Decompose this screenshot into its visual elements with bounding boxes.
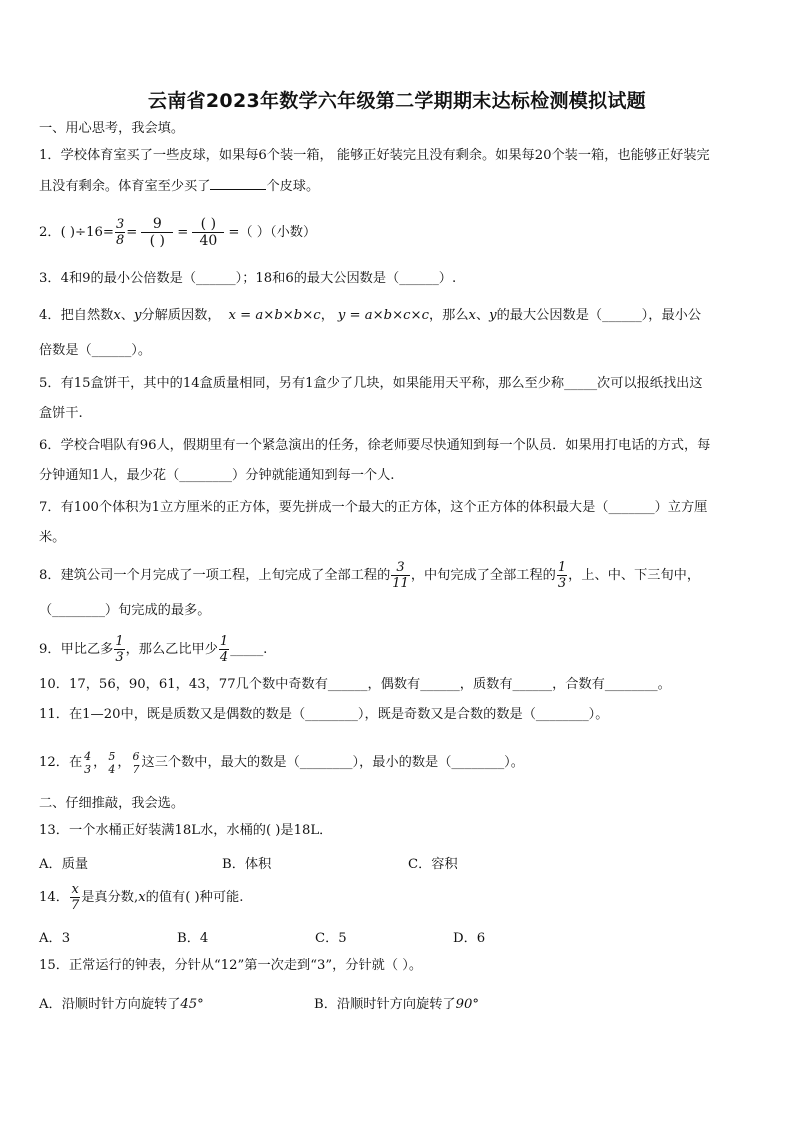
page-title: 云南省2023年数学六年级第二学期期末达标检测模拟试题 [148, 90, 646, 112]
q2-fraction-3: $\frac{( )}{40}$ [189, 217, 227, 248]
section-1-heading: 一、用心思考，我会填。 [39, 121, 185, 136]
q9-fraction-2: $\frac{1}{4}$ [219, 634, 229, 665]
q10-line: 10．17，56，90，61，43，77几个数中奇数有______，偶数有______，质数有______，合数有________。 [39, 677, 671, 692]
q1-blank[interactable] [210, 177, 266, 190]
q2-fraction-2: $\frac{9}{( )}$ [138, 217, 176, 248]
q13-option-c[interactable]: C．容积 [408, 857, 458, 872]
q12-fraction-2: 5 4 [108, 749, 116, 776]
q14-line: 14． $\frac{x}{7}$ 是真分数,x的值有( )种可能. [39, 882, 244, 913]
q15-option-a[interactable]: A．沿顺时针方向旋转了45° [39, 997, 204, 1012]
q12-fraction-1: 4 3 [84, 749, 92, 776]
q7-line-1: 7．有100个体积为1立方厘米的正方体，要先拼成一个最大的正方体，这个正方体的体积最大是（_______）立方厘 [39, 500, 708, 515]
q1-text: 且没有剩余。体育室至少买了 [39, 179, 211, 194]
q5-line-2: 盒饼干. [39, 406, 83, 421]
q3-line: 3．4和9的最小公倍数是（______）；18和6的最大公因数是（______）. [39, 271, 457, 286]
q5-line-1: 5．有15盒饼干，其中的14盒质量相同，另有1盒少了几块，如果能用天平称，那么至少称_____次可以报纸找出这 [39, 376, 703, 391]
q13-option-a[interactable]: A．质量 [39, 857, 89, 872]
q6-line-2: 分钟通知1人，最少花（________）分钟就能通知到每一个人. [39, 468, 395, 483]
q8-fraction-1: $\frac{3}{11}$ [392, 560, 409, 591]
q14-option-a[interactable]: A．3 [39, 931, 71, 946]
q2-equals-2: = [177, 225, 189, 240]
q14-option-b[interactable]: B．4 [177, 931, 209, 946]
q13-line: 13．一个水桶正好装满18L水，水桶的( )是18L． [39, 823, 333, 838]
q12-line: 12．在 4 3 ， 5 4 ， 6 7 这三个数中，最大的数是（________），最小的数是（________）。 [39, 749, 524, 776]
q15-line: 15．正常运行的钟表，分针从“12”第一次走到“3”，分针就（ ）。 [39, 958, 423, 973]
q2-fraction-1: $\frac{3}{8}$ [115, 217, 125, 248]
q8-line-1: 8．建筑公司一个月完成了一项工程，上旬完成了全部工程的 $\frac{3}{11}$ ，中旬完成了全部工程的 $\frac{1}{3}$ ，上、中、下三旬中， [39, 560, 701, 591]
q14-option-d[interactable]: D．6 [453, 931, 486, 946]
q12-fraction-3: 6 7 [132, 749, 140, 776]
q2-equals-1: = [126, 225, 138, 240]
q4-y-expression: y = a×b×c×c [337, 308, 429, 323]
q9-fraction-1: $\frac{1}{3}$ [115, 634, 124, 665]
q9-line: 9．甲比乙多 $\frac{1}{3}$ ，那么乙比甲少 $\frac{1}{4}$ _____. [39, 634, 268, 665]
q14-fraction: $\frac{x}{7}$ [70, 882, 80, 913]
q7-line-2: 米。 [39, 530, 66, 545]
q4-x-expression: x = a×b×b×c [228, 308, 321, 323]
q15-option-b[interactable]: B．沿顺时针方向旋转了90° [314, 997, 479, 1012]
section-2-heading: 二、仔细推敲，我会选。 [39, 796, 185, 811]
q8-fraction-2: $\frac{1}{3}$ [557, 560, 567, 591]
q1-text-end: 个皮球。 [266, 179, 320, 194]
q14-option-c[interactable]: C．5 [315, 931, 347, 946]
q2-end: =（ ）（小数） [228, 225, 317, 240]
q2-start: 2．( )÷16= [39, 225, 114, 240]
q1-line-1: 1．学校体育室买了一些皮球，如果每6个装一箱， 能够正好装完且没有剩余。如果每20个装一箱，也能够正好装完 [39, 148, 710, 163]
q4-line-1: 4．把自然数x、y分解质因数， x = a×b×b×c， y = a×b×c×c，那么x、y的最大公因数是（______），最小公 [39, 308, 702, 323]
q1-line-2 [39, 177, 759, 196]
q11-line: 11．在1—20中，既是质数又是偶数的数是（________），既是奇数又是合数的数是（________）。 [39, 707, 609, 722]
q13-option-b[interactable]: B．体积 [222, 857, 272, 872]
q6-line-1: 6．学校合唱队有96人，假期里有一个紧急演出的任务，徐老师要尽快通知到每一个队员．如果用打电话的方式，每 [39, 438, 711, 453]
q4-line-2: 倍数是（______）。 [39, 343, 152, 358]
q2-line [39, 211, 759, 255]
q8-line-2: （________）旬完成的最多。 [39, 603, 211, 618]
